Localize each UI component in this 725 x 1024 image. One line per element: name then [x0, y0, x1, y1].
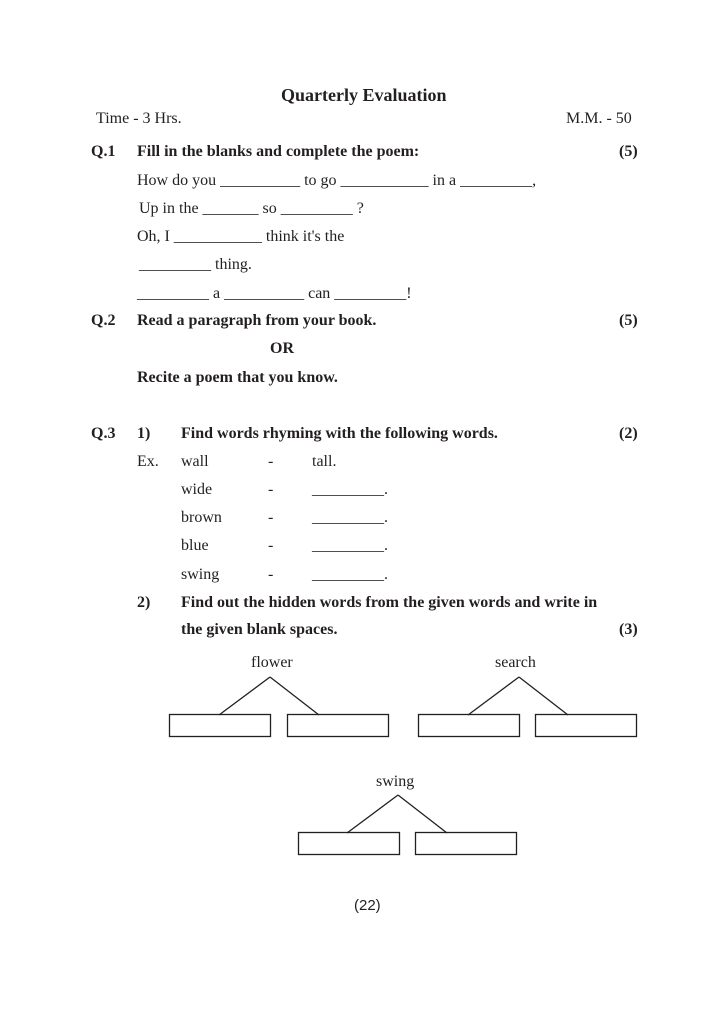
time-allowed: Time - 3 Hrs.: [96, 110, 182, 127]
rhyme-word: wide: [181, 481, 213, 498]
page-title: Quarterly Evaluation: [281, 85, 447, 105]
answer-box[interactable]: [416, 833, 517, 855]
q2-marks: (5): [619, 312, 638, 329]
answer-box[interactable]: [419, 715, 520, 737]
q2-instruction: Read a paragraph from your book.: [137, 312, 377, 329]
rhyme-answer-blank: _________.: [312, 509, 388, 526]
branch-line: [398, 795, 447, 833]
page-number: (22): [354, 897, 381, 914]
branch-line: [270, 677, 319, 715]
rhyme-dash: -: [268, 509, 274, 526]
rhyme-answer: tall.: [312, 453, 337, 470]
rhyme-dash: -: [268, 566, 274, 583]
poem-line-4: _________ thing.: [139, 256, 252, 273]
branch-line: [347, 795, 398, 833]
q2-alternative: Recite a poem that you know.: [137, 369, 338, 386]
answer-box[interactable]: [170, 715, 271, 737]
hidden-word-swing: swing: [376, 773, 415, 790]
branch-line: [219, 677, 270, 715]
example-label: Ex.: [137, 453, 159, 470]
maximum-marks: M.M. - 50: [566, 110, 632, 127]
answer-box[interactable]: [288, 715, 389, 737]
q2-number: Q.2: [91, 312, 116, 329]
rhyme-answer-blank: _________.: [312, 481, 388, 498]
poem-line-3: Oh, I ___________ think it's the: [137, 228, 345, 245]
q2-or: OR: [270, 340, 294, 357]
rhyme-word: blue: [181, 537, 209, 554]
poem-line-2: Up in the _______ so _________ ?: [139, 200, 364, 217]
q3-part2-instruction-line1: Find out the hidden words from the given words and write in: [181, 594, 598, 611]
q1-instruction: Fill in the blanks and complete the poem:: [137, 143, 420, 160]
rhyme-word: swing: [181, 566, 220, 583]
hidden-word-flower: flower: [251, 654, 293, 671]
answer-box[interactable]: [299, 833, 400, 855]
q3-part1-marks: (2): [619, 425, 638, 442]
q3-part1-number: 1): [137, 425, 151, 442]
q3-number: Q.3: [91, 425, 116, 442]
answer-box[interactable]: [536, 715, 637, 737]
q3-part1-instruction: Find words rhyming with the following words.: [181, 425, 498, 442]
branch-line: [519, 677, 568, 715]
rhyme-dash: -: [268, 537, 274, 554]
rhyme-word: wall: [181, 453, 209, 470]
q1-number: Q.1: [91, 143, 116, 160]
rhyme-word: brown: [181, 509, 222, 526]
rhyme-dash: -: [268, 481, 274, 498]
branch-line: [468, 677, 519, 715]
rhyme-dash: -: [268, 453, 274, 470]
q3-part2-marks: (3): [619, 621, 638, 638]
q1-marks: (5): [619, 143, 638, 160]
q3-part2-instruction-line2: the given blank spaces.: [181, 621, 338, 638]
rhyme-answer-blank: _________.: [312, 566, 388, 583]
poem-line-1: How do you __________ to go ___________ in a _________,: [137, 172, 537, 189]
hidden-word-search: search: [495, 654, 536, 671]
q3-part2-number: 2): [137, 594, 151, 611]
rhyme-answer-blank: _________.: [312, 537, 388, 554]
poem-line-5: _________ a __________ can _________!: [137, 285, 412, 302]
